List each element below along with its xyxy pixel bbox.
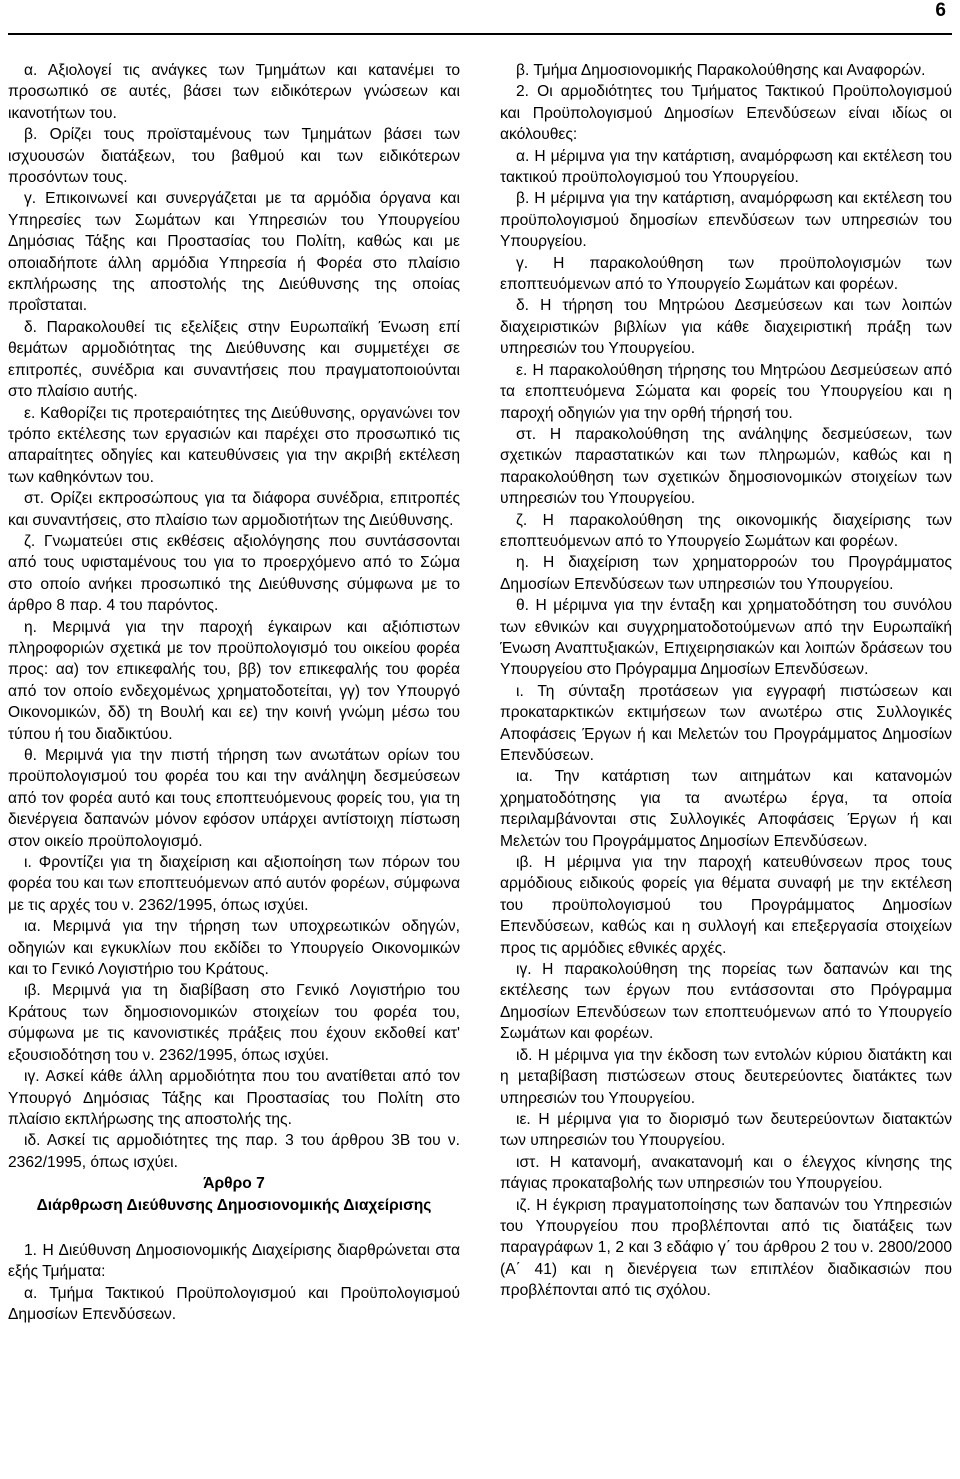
page-number: 6 xyxy=(935,0,946,21)
paragraph: β. Ορίζει τους προϊσταμένους των Τμημάτων βάσει των ισχυουσών διατάξεων, του βαθμού και των ειδικότερων προσόντων τους. xyxy=(8,126,460,187)
paragraph: ιε. Η μέριμνα για το διορισμό των δευτερεύοντων διατακτών των υπηρεσιών του Υπουργείου. xyxy=(500,1110,952,1150)
paragraph: 1. Η Διεύθυνση Δημοσιονομικής Διαχείρισης διαρθρώνεται στα εξής Τμήματα: xyxy=(8,1241,460,1281)
paragraph: α. Τμήμα Τακτικού Προϋπολογισμού και Προϋπολογισμού Δημοσίων Επενδύσεων. xyxy=(8,1284,460,1324)
paragraph: ιγ. Ασκεί κάθε άλλη αρμοδιότητα που του ανατίθεται από τον Υπουργό Δημόσιας Τάξης και Προστασίας του Πολίτη στο πλαίσιο εκπλήρωσης της αποστολής της. xyxy=(8,1068,460,1128)
article-title: Άρθρο 7 xyxy=(203,1175,265,1193)
paragraph: ια. Την κατάρτιση των αιτημάτων και κατανομών χρηματοδότησης για τα ανωτέρω έργα, τα οποία περιλαμβάνονται στις Συλλογικές Αποφάσεις Έργων ή και Μελετών του Προγράμματος Δημοσίων Επενδύσεων. xyxy=(500,768,952,850)
paragraph: γ. Επικοινωνεί και συνεργάζεται με τα αρμόδια όργανα και Υπηρεσίες των Σωμάτων και Υπηρεσιών του Υπουργείου Δημόσιας Τάξης και Προστασίας του Πολίτη, καθώς και με οποιαδήποτε άλλη αρμόδια Υπηρεσία ή Φορέα στο πλαίσιο εκπλήρωσης της αποστολής της Διεύθυνσης της οποίας προΐσταται. xyxy=(8,190,460,315)
right-column xyxy=(500,60,952,1302)
paragraph: δ. Η τήρηση του Μητρώου Δεσμεύσεων και των λοιπών διαχειριστικών βιβλίων για κάθε διαχειριστική πράξη των υπηρεσιών του Υπουργείου. xyxy=(500,297,952,358)
paragraph: α. Αξιολογεί τις ανάγκες των Τμημάτων και κατανέμει το προσωπικό σε αυτές, βάσει των ειδικότερων γνώσεων και ικανοτήτων του. xyxy=(8,62,460,122)
paragraph: ε. Η παρακολούθηση τήρησης του Μητρώου Δεσμεύσεων από τα εποπτευόμενα Σώματα και φορείς του Υπουργείου και η παροχή οδηγιών για την ορθή τήρησή του. xyxy=(500,361,952,422)
paragraph: ιζ. Η έγκριση πραγματοποίησης των δαπανών του Υπηρεσιών του Υπουργείου που προβλέπονται από τις διατάξεις των παραγράφων 1, 2 και 3 εδάφιο γ΄ του άρθρου 2 του ν. 2800/2000 (Α΄ 41) και η διενέργεια των επιπλέον διαδικασιών που προβλέπονται από τις σχόλου. xyxy=(500,1196,952,1300)
paragraph: ιβ. Η μέριμνα για την παροχή κατευθύνσεων προς τους αρμόδιους ειδικούς φορείς για θέματα συναφή με την εκτέλεση του προϋπολογισμού του Προγράμματος Δημοσίων Επενδύσεων, καθώς και η συλλογή και επεξεργασία στοιχείων προς τις αρμόδιες εθνικές αρχές. xyxy=(500,854,952,957)
header-rule xyxy=(8,33,952,35)
paragraph: ιβ. Μεριμνά για τη διαβίβαση στο Γενικό Λογιστήριο του Κράτους των δημοσιονομικών στοιχείων του φορέα του, σύμφωνα με τις κανονιστικές πράξεις που έχουν εκδοθεί κατ' εξουσιοδότηση του ν. 2362/1995, όπως ισχύει. xyxy=(8,982,460,1064)
paragraph: ιδ. Η μέριμνα για την έκδοση των εντολών κύριου διατάκτη και η μεταβίβαση πιστώσεων στους δευτερεύοντες διατάκτες των υπηρεσιών του Υπουργείου. xyxy=(500,1046,952,1107)
paragraph: ε. Καθορίζει τις προτεραιότητες της Διεύθυνσης, οργανώνει τον τρόπο εκτέλεσης των εργασιών και παρέχει στο προσωπικό τις απαραίτητες οδηγίες και κατευθύνσεις για την ακριβή εκτέλεση των καθηκόντων του. xyxy=(8,404,460,486)
paragraph: ιγ. Η παρακολούθηση της πορείας των δαπανών και της εκτέλεσης των έργων που εντάσσονται στο Πρόγραμμα Δημοσίων Επενδύσεων των εποπτευόμενων από το Υπουργείο Σωμάτων και φορέων. xyxy=(500,961,952,1043)
paragraph: β. Η μέριμνα για την κατάρτιση, αναμόρφωση και εκτέλεση του προϋπολογισμού δημοσίων επενδύσεων των υπηρεσιών του Υπουργείου. xyxy=(500,190,952,251)
paragraph: ια. Μεριμνά για την τήρηση των υποχρεωτικών οδηγών, οδηγιών και εγκυκλίων που εκδίδει το Υπουργείο Οικονομικών και το Γενικό Λογιστήριο του Κράτους. xyxy=(8,918,460,979)
article-subtitle: Διάρθρωση Διεύθυνσης Δημοσιονομικής Διαχείρισης xyxy=(36,1196,432,1214)
paragraph: γ. Η παρακολούθηση των προϋπολογισμών των εποπτευόμενων από το Υπουργείο Σωμάτων και φορέων. xyxy=(500,254,952,294)
paragraph: στ. Η παρακολούθηση της ανάληψης δεσμεύσεων, των σχετικών παραστατικών και των πληρωμών, καθώς και η παρακολούθηση των σχετικών δημοσιονομικών στοιχείων των υπηρεσιών του Υπουργείου. xyxy=(500,425,952,508)
paragraph: θ. Μεριμνά για την πιστή τήρηση των ανωτάτων ορίων του προϋπολογισμού του φορέα του και την ανάληψη δεσμεύσεων από τον φορέα αυτό και τους εποπτευόμενους φορείς του, για τη διενέργεια δαπανών μόνον εφόσον υπάρχει αντίστοιχη πίστωση στον οικείο προϋπολογισμό. xyxy=(8,747,460,850)
paragraph: στ. Ορίζει εκπροσώπους για τα διάφορα συνέδρια, επιτροπές και συναντήσεις, στο πλαίσιο των αρμοδιοτήτων της Διεύθυνσης. xyxy=(8,490,460,529)
paragraph: δ. Παρακολουθεί τις εξελίξεις στην Ευρωπαϊκή Ένωση επί θεμάτων αρμοδιότητας της Διεύθυνσης και συμμετέχει σε επιτροπές, συνέδρια και συναντήσεις που πραγματοποιούνται στο πλαίσιο αυτής. xyxy=(8,318,460,401)
paragraph: α. Η μέριμνα για την κατάρτιση, αναμόρφωση και εκτέλεση του τακτικού προϋπολογισμού του Υπουργείου. xyxy=(500,147,952,187)
paragraph: θ. Η μέριμνα για την ένταξη και χρηματοδότηση του συνόλου των εθνικών και συγχρηματοδοτούμενων από την Ευρωπαϊκή Ένωση Αναπτυξιακών, Επιχειρησιακών και λοιπών δράσεων του Υπουργείου στο Πρόγραμμα Δημοσίων Επενδύσεων. xyxy=(500,597,952,679)
paragraph: η. Μεριμνά για την παροχή έγκαιρων και αξιόπιστων πληροφοριών σχετικά με τον προϋπολογισμό του οικείου φορέα προς: αα) τον επικεφαλής του, ββ) τον επικεφαλής του φορέα από τον οποίο ενδεχομένως χρηματοδοτείται, γγ) τον Υπουργό Οικονομικών, δδ) τη Βουλή και εε) την κοινή γνώμη μέσω του τύπου ή του διαδικτύου. xyxy=(8,618,460,743)
paragraph: ι. Φροντίζει για τη διαχείριση και αξιοποίηση των πόρων του φορέα του και των εποπτευόμενων από αυτόν φορέων, σύμφωνα με τις αρχές του ν. 2362/1995, όπως ισχύει. xyxy=(8,854,460,914)
paragraph: η. Η διαχείριση των χρηματορροών του Προγράμματος Δημοσίων Επενδύσεων των υπηρεσιών του Υπουργείου. xyxy=(500,554,952,593)
paragraph: β. Τμήμα Δημοσιονομικής Παρακολούθησης και Αναφορών. xyxy=(516,62,926,79)
paragraph: ιστ. Η κατανομή, ανακατανομή και ο έλεγχος κίνησης της πάγιας προκαταβολής των υπηρεσιών του Υπουργείου. xyxy=(500,1153,952,1193)
left-column xyxy=(8,60,460,1326)
paragraph: 2. Οι αρμοδιότητες του Τμήματος Τακτικού Προϋπολογισμού και Προϋπολογισμού Δημοσίων Επενδύσεων είναι ιδίως οι ακόλουθες: xyxy=(500,83,952,144)
paragraph: ζ. Γνωματεύει στις εκθέσεις αξιολόγησης που συντάσσονται από τους υφισταμένους του για το προερχόμενο από το Σώμα στο οποίο ανήκει προσωπικό της Διεύθυνσης σύμφωνα με το άρθρο 8 παρ. 4 του παρόντος. xyxy=(8,532,460,615)
paragraph: ζ. Η παρακολούθηση της οικονομικής διαχείρισης των εποπτευόμενων από το Υπουργείο Σωμάτων και φορέων. xyxy=(500,511,952,550)
paragraph: ιδ. Ασκεί τις αρμοδιότητες της παρ. 3 του άρθρου 3Β του ν. 2362/1995, όπως ισχύει. xyxy=(8,1132,460,1171)
paragraph: ι. Τη σύνταξη προτάσεων για εγγραφή πιστώσεων και προκαταρκτικών εκτιμήσεων των ανωτέρω στις Συλλογικές Αποφάσεις Έργων ή και Μελετών του Προγράμματος Δημοσίων Επενδύσεων. xyxy=(500,682,952,764)
